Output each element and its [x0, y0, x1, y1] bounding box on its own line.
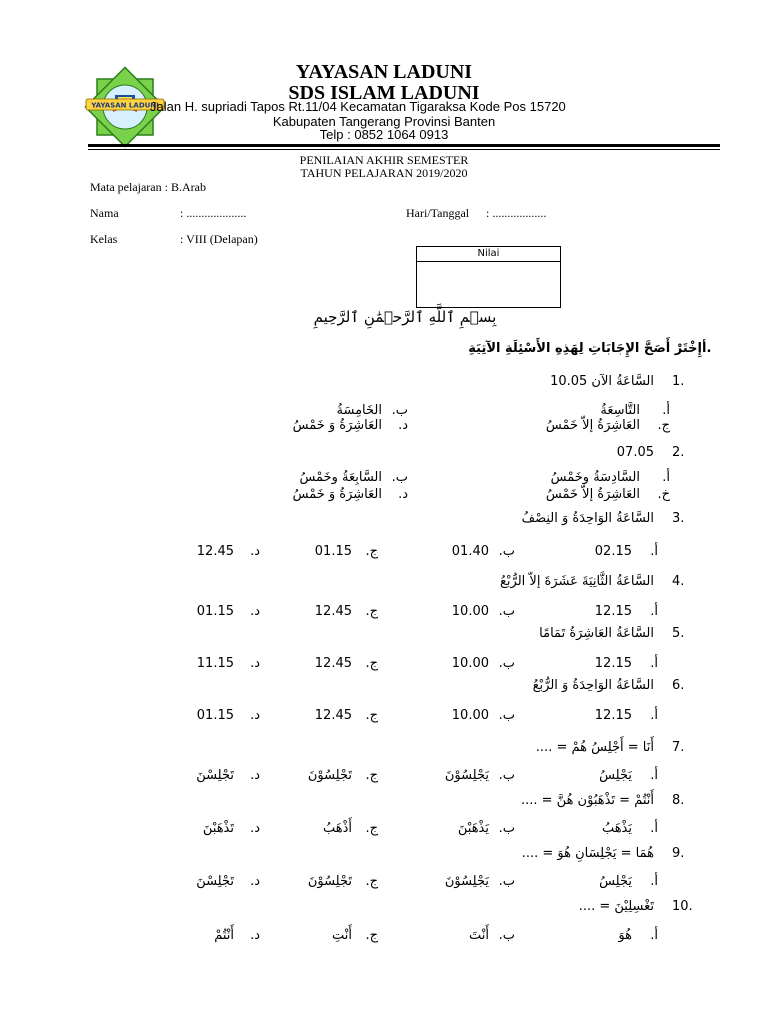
option-text: 12.45 [314, 604, 352, 619]
option-text: 12.45 [314, 656, 352, 671]
name-field: : .................... [180, 206, 247, 220]
question-number: 8. [672, 793, 685, 808]
option-text: أَنْتُمْ [214, 928, 234, 943]
option-text: 10.00 [451, 708, 489, 723]
option-text: التَّاسِعَةُ [600, 403, 640, 418]
class-label: Kelas [90, 232, 118, 246]
address-line-1: Jalan H. supriadi Tapos Rt.11/04 Kecamatan Tigaraksa Kode Pos 15720 [150, 99, 566, 114]
option-text: يَجْلِسُوْنَ [444, 768, 489, 783]
option-key: ب. [498, 604, 515, 619]
option-key: أ. [650, 874, 658, 889]
option-key: خ. [657, 487, 670, 502]
question-text: السَّاعَةُ الثَّانِيَةَ عَشَرَةَ إلاّ الرُّبْعُ [499, 574, 654, 589]
question-number: 7. [672, 740, 685, 755]
question-text: أَنَا = أَجْلِسُ هُمْ = .... [535, 740, 654, 755]
option-key: ب. [391, 403, 408, 418]
exam-title: PENILAIAN AKHIR SEMESTER [299, 153, 469, 167]
option-key: د. [250, 768, 260, 783]
score-box-label: Nilai [417, 247, 560, 262]
option-key: د. [250, 928, 260, 943]
section-instruction: إِخْتَرْ أَصَحَّ الإِجَابَاتِ لِهَذِهِ الأَسْئِلَةِ الآتِيَةِ [468, 341, 702, 356]
option-text: يَذْهَبْنَ [457, 821, 489, 836]
option-text: 01.15 [196, 604, 234, 619]
option-key: أ. [650, 708, 658, 723]
section-marker: أ. [702, 341, 712, 356]
phone: Telp : 0852 1064 0913 [319, 127, 449, 142]
address-line-2: Kabupaten Tangerang Provinsi Banten [272, 114, 496, 129]
option-text: السَّابِعَةُ وخَمْسُ [299, 470, 382, 485]
option-text: تَجْلِسْنَ [196, 874, 234, 889]
option-key: أ. [662, 403, 670, 418]
option-key: أ. [662, 470, 670, 485]
exam-year: TAHUN PELAJARAN 2019/2020 [300, 166, 468, 180]
option-text: تَذْهَبْنَ [202, 821, 234, 836]
question-number: 6. [672, 678, 685, 693]
option-key: أ. [650, 656, 658, 671]
option-text: يَجْلِسُ [599, 874, 632, 889]
subject-line: Mata pelajaran : B.Arab [90, 180, 206, 194]
score-box [416, 246, 561, 308]
question-number: 5. [672, 626, 685, 641]
option-text: يَجْلِسُوْنَ [444, 874, 489, 889]
option-text: 02.15 [594, 544, 632, 559]
date-label: Hari/Tanggal [406, 206, 470, 220]
option-key: د. [250, 708, 260, 723]
option-text: تَجْلِسْنَ [196, 768, 234, 783]
option-text: هُوَ [618, 928, 632, 943]
question-text: السَّاعَةُ العَاشِرَةُ تَمَامًا [539, 626, 654, 641]
option-key: ج. [365, 604, 378, 619]
question-number: 9. [672, 846, 685, 861]
option-key: ب. [498, 544, 515, 559]
option-text: تَجْلِسُوْنَ [307, 874, 352, 889]
question-number: 3. [672, 511, 685, 526]
name-label: Nama [90, 206, 119, 220]
option-text: تَجْلِسُوْنَ [307, 768, 352, 783]
option-key: ج. [365, 821, 378, 836]
foundation-name: YAYASAN LADUNI [295, 61, 473, 83]
question-text: السَّاعَةُ الآن 10.05 [550, 374, 654, 389]
option-text: العَاشِرَةُ إلاّ خَمْسُ [545, 418, 640, 433]
question-number: 2. [672, 445, 685, 460]
option-key: د. [250, 874, 260, 889]
option-text: الخَامِسَةُ [336, 403, 382, 418]
header-rule-thick [88, 144, 720, 147]
option-text: العَاشِرَةُ وَ خَمْسُ [292, 487, 382, 502]
option-key: د. [250, 544, 260, 559]
option-text: 12.15 [594, 656, 632, 671]
option-key: د. [250, 656, 260, 671]
option-text: 01.15 [196, 708, 234, 723]
question-text: تَغْسِلِيْنَ = .... [578, 899, 654, 914]
question-text: السَّاعَةُ الوَاحِدَةُ وَ النِصْفُ [521, 511, 654, 526]
option-text: 10.00 [451, 656, 489, 671]
option-key: ب. [498, 708, 515, 723]
question-text: السَّاعَةُ الوَاحِدَةُ وَ الرُّبْعُ [532, 678, 654, 693]
option-key: د. [398, 418, 408, 433]
option-text: 12.15 [594, 604, 632, 619]
option-key: ج. [365, 768, 378, 783]
option-text: 12.15 [594, 708, 632, 723]
option-key: ج. [365, 874, 378, 889]
option-text: 12.45 [314, 708, 352, 723]
option-text: يَذْهَبُ [601, 821, 632, 836]
option-text: السَّادِسَةُ وخَمْسُ [550, 470, 640, 485]
question-number: 4. [672, 574, 685, 589]
option-key: ب. [498, 821, 515, 836]
question-number: 1. [672, 374, 685, 389]
question-number: 10. [672, 899, 693, 914]
option-key: أ. [650, 821, 658, 836]
option-key: ج. [365, 708, 378, 723]
question-text: 07.05 [616, 445, 654, 460]
option-key: أ. [650, 768, 658, 783]
option-text: أَنْتِ [332, 928, 352, 943]
option-text: 12.45 [196, 544, 234, 559]
option-key: د. [250, 821, 260, 836]
option-text: العَاشِرَةُ إلاّ خَمْسُ [545, 487, 640, 502]
option-key: أ. [650, 928, 658, 943]
option-key: د. [398, 487, 408, 502]
date-field: : .................. [486, 206, 547, 220]
option-key: أ. [650, 604, 658, 619]
question-text: هُمَا = يَجْلِسَانِ هُوَ = .... [521, 846, 654, 861]
option-key: ج. [365, 656, 378, 671]
option-key: أ. [650, 544, 658, 559]
option-text: العَاشِرَةُ وَ خَمْسُ [292, 418, 382, 433]
header-rule-thin [88, 149, 720, 150]
option-key: د. [250, 604, 260, 619]
option-key: ب. [498, 874, 515, 889]
school-name: SDS ISLAM LADUNI [288, 82, 480, 104]
option-text: أَذْهَبُ [322, 821, 352, 836]
question-text: أَنْتُمْ = تَذْهَبُوْن هُنَّ = .... [520, 793, 654, 808]
option-key: ب. [498, 768, 515, 783]
option-key: ج. [657, 418, 670, 433]
basmala: بِسۡمِ ٱللَّهِ ٱلرَّحۡمَٰنِ ٱلرَّحِيمِ [313, 308, 497, 326]
option-text: 11.15 [196, 656, 234, 671]
option-text: أَنْتَ [469, 928, 489, 943]
option-key: ب. [391, 470, 408, 485]
option-text: يَجْلِسُ [599, 768, 632, 783]
option-text: 01.40 [451, 544, 489, 559]
class-value: : VIII (Delapan) [180, 232, 258, 246]
logo-text: YAYASAN LADUNI [91, 101, 159, 110]
option-key: ج. [365, 928, 378, 943]
option-key: ب. [498, 656, 515, 671]
option-key: ج. [365, 544, 378, 559]
option-text: 01.15 [314, 544, 352, 559]
option-key: ب. [498, 928, 515, 943]
option-text: 10.00 [451, 604, 489, 619]
